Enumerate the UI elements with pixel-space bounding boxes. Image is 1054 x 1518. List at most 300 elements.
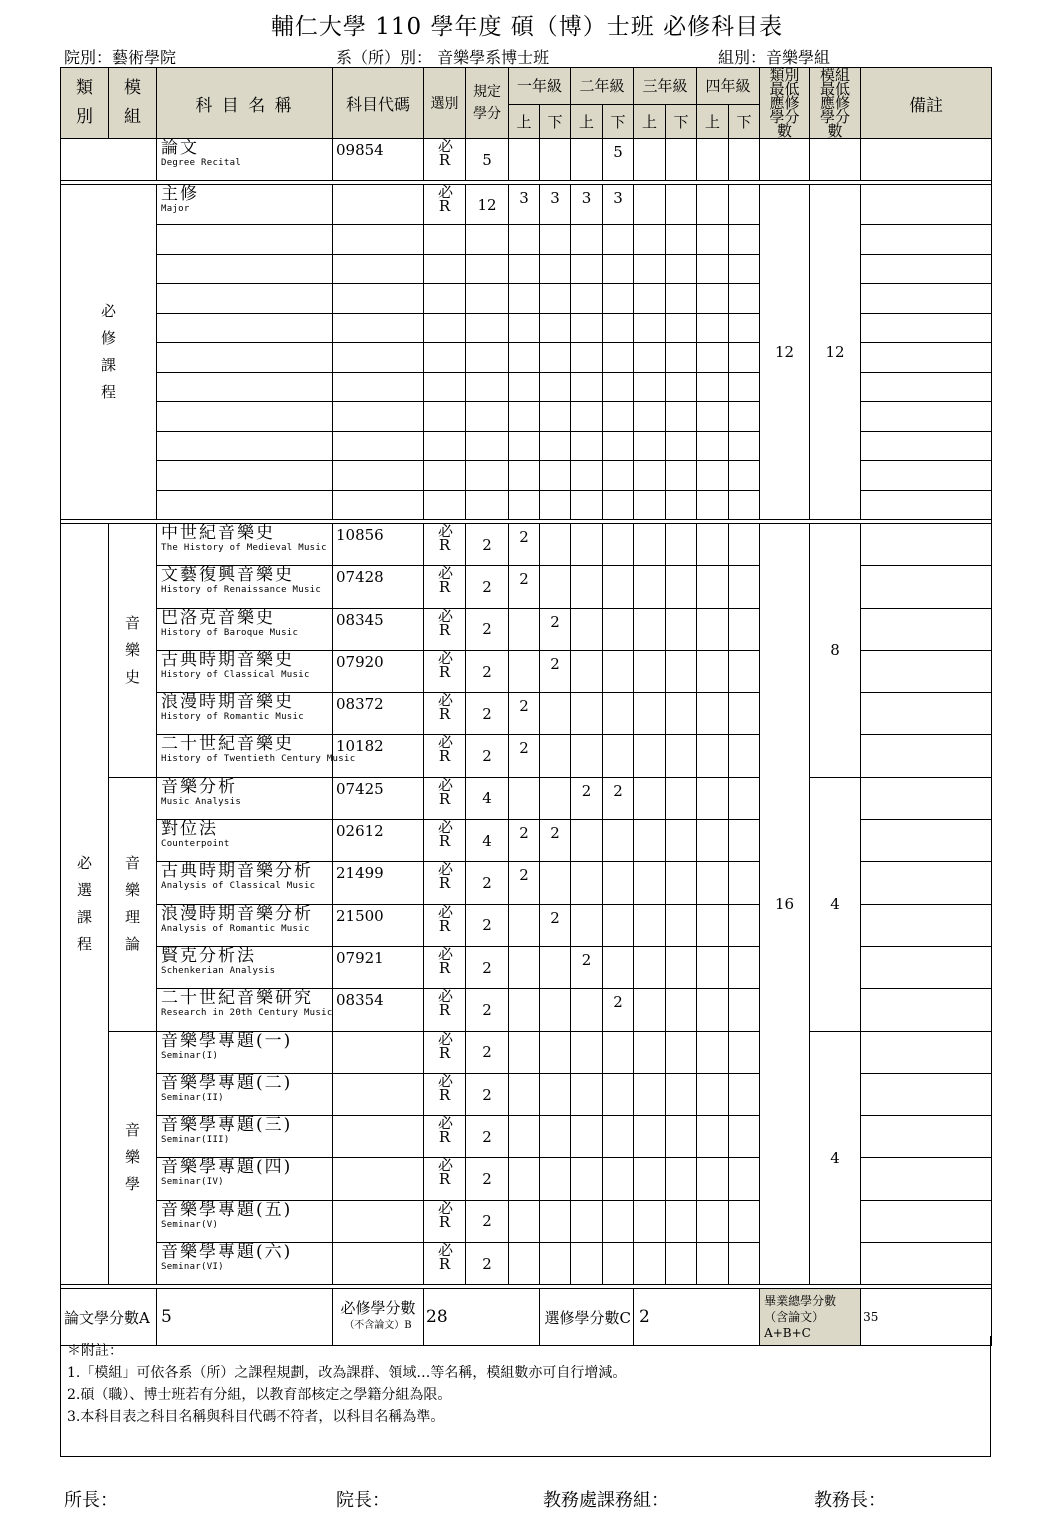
course-name-zh: 二十世紀音樂研究 [161, 988, 313, 1009]
selection-text: 必R [438, 1241, 454, 1274]
course-name-en: History of Romantic Music [161, 712, 304, 723]
empty-cell [634, 461, 666, 491]
remarks-cell [861, 284, 992, 314]
course-credits: 2 [466, 650, 509, 692]
selection-text: 必R [438, 775, 454, 808]
semester-credit [603, 608, 634, 650]
semester-credit [571, 650, 603, 692]
course-name-cell [157, 820, 333, 862]
header-semester-lower: 下 [729, 104, 760, 138]
course-code [333, 1200, 424, 1242]
header-selection: 選別 [424, 68, 466, 139]
empty-cell [697, 313, 729, 343]
empty-cell [333, 284, 424, 314]
course-name-cell [157, 904, 333, 946]
selection-text: 必R [438, 1198, 454, 1231]
course-name-cell [157, 777, 333, 819]
semester-credit [571, 1073, 603, 1115]
empty-cell [466, 372, 509, 402]
course-name-zh: 浪漫時期音樂分析 [161, 903, 313, 924]
semester-credit: 2 [603, 989, 634, 1031]
course-code: 08372 [333, 693, 424, 735]
semester-credit [666, 904, 697, 946]
semester-credit [540, 989, 571, 1031]
remarks-cell [861, 946, 992, 988]
semester-credit [666, 1073, 697, 1115]
semester-credit [603, 904, 634, 946]
course-name-zh: 對位法 [161, 819, 218, 840]
empty-cell [729, 490, 760, 520]
empty-cell [603, 461, 634, 491]
remarks-cell [861, 524, 992, 566]
empty-cell [697, 461, 729, 491]
semester-credit [697, 185, 729, 225]
course-selection [424, 946, 466, 988]
course-name-en: The History of Medieval Music [161, 543, 327, 553]
empty-cell [571, 431, 603, 461]
required-module-min: 12 [810, 185, 861, 520]
semester-credit [729, 1158, 760, 1200]
course-name-cell [157, 1158, 333, 1200]
semester-credit [540, 1243, 571, 1285]
empty-cell [424, 402, 466, 432]
empty-cell [509, 402, 540, 432]
semester-credit: 2 [509, 566, 540, 608]
semester-credit [603, 946, 634, 988]
course-credits: 12 [466, 185, 509, 225]
semester-credit [666, 862, 697, 904]
course-name-zh: 音樂分析 [161, 776, 237, 797]
empty-cell [424, 225, 466, 255]
semester-credit [666, 777, 697, 819]
empty-cell [424, 461, 466, 491]
semester-credit [603, 524, 634, 566]
empty-cell [666, 284, 697, 314]
semester-credit [697, 1200, 729, 1242]
header-year2: 二年級 [571, 68, 634, 105]
remarks-cell [861, 693, 992, 735]
empty-cell [157, 431, 333, 461]
selection-text: 必R [438, 1114, 454, 1147]
semester-credit [729, 946, 760, 988]
empty-cell [697, 284, 729, 314]
course-selection [424, 1073, 466, 1115]
header-semester-upper: 上 [509, 104, 540, 138]
semester-credit [634, 946, 666, 988]
semester-credit [540, 862, 571, 904]
course-name-cell [157, 524, 333, 566]
semester-credit [634, 139, 666, 181]
semester-credit [697, 735, 729, 777]
semester-credit: 2 [509, 735, 540, 777]
empty-cell [333, 372, 424, 402]
course-code [333, 1243, 424, 1285]
empty-cell [634, 225, 666, 255]
semester-credit [666, 989, 697, 1031]
semester-credit [509, 989, 540, 1031]
course-name-cell [157, 734, 356, 777]
remarks-cell [861, 904, 992, 946]
thesis-mod-min-blank [810, 139, 861, 181]
empty-cell [603, 372, 634, 402]
semester-credit [540, 1073, 571, 1115]
empty-cell [729, 313, 760, 343]
required-category-text: 必修課程 [100, 302, 116, 401]
required-category [61, 185, 157, 520]
document-title: 輔仁大學 110 學年度 碩（博）士班 必修科目表 [270, 14, 784, 40]
empty-cell [540, 225, 571, 255]
empty-cell [466, 225, 509, 255]
empty-cell [540, 402, 571, 432]
selection-text: 必R [438, 606, 454, 639]
selection-text: 必R [438, 1029, 454, 1062]
empty-cell [157, 461, 333, 491]
empty-cell [466, 343, 509, 373]
course-credits: 2 [466, 1031, 509, 1073]
semester-credit [634, 820, 666, 862]
required-credits-note: （不含論文）B [344, 1320, 412, 1332]
thesis-cat-min-blank [760, 139, 810, 181]
empty-cell [509, 461, 540, 491]
empty-cell [571, 254, 603, 284]
semester-credit [729, 1200, 760, 1242]
empty-cell [697, 372, 729, 402]
semester-credit: 5 [603, 139, 634, 181]
empty-cell [509, 313, 540, 343]
empty-cell [424, 284, 466, 314]
course-name-en: Music Analysis [161, 796, 242, 807]
semester-credit [634, 524, 666, 566]
semester-credit [729, 777, 760, 819]
remarks-cell [861, 1200, 992, 1242]
empty-cell [697, 402, 729, 432]
course-credits: 2 [466, 608, 509, 650]
empty-cell [571, 490, 603, 520]
semester-credit [697, 777, 729, 819]
semester-credit [729, 1073, 760, 1115]
notes-title: ＊附註： [67, 1343, 123, 1359]
course-name-en: Seminar(III) [161, 1135, 230, 1146]
empty-cell [509, 254, 540, 284]
remarks-cell [861, 989, 992, 1031]
empty-cell [666, 431, 697, 461]
college-label: 院別：藝術學院 [64, 48, 177, 67]
semester-credit [729, 185, 760, 225]
remarks-cell [861, 431, 992, 461]
semester-credit: 3 [509, 185, 540, 225]
course-name-cell [157, 862, 333, 904]
course-name-zh: 音樂學專題(一) [161, 1030, 293, 1051]
empty-cell [466, 254, 509, 284]
empty-cell [729, 284, 760, 314]
semester-credit: 3 [603, 185, 634, 225]
semester-credit [697, 566, 729, 608]
remarks-cell [861, 254, 992, 284]
module-min: 4 [810, 777, 861, 1031]
empty-cell [540, 313, 571, 343]
course-credits: 4 [466, 777, 509, 819]
semester-credit [666, 1200, 697, 1242]
header-year3: 三年級 [634, 68, 697, 105]
empty-cell [333, 490, 424, 520]
course-selection [424, 1158, 466, 1200]
semester-credit [666, 185, 697, 225]
empty-cell [634, 254, 666, 284]
course-name-zh: 賢克分析法 [161, 945, 256, 966]
empty-cell [157, 372, 333, 402]
course-name-en: Analysis of Romantic Music [161, 923, 310, 934]
header-module-min: 模組最低應修學分數 [810, 68, 861, 139]
semester-credit [603, 650, 634, 692]
header-category-min: 類別最低應修學分數 [760, 68, 810, 139]
semester-credit [540, 524, 571, 566]
selection-text: 必R [438, 987, 454, 1020]
remarks-cell [861, 185, 992, 225]
empty-cell [697, 343, 729, 373]
course-credits: 2 [466, 946, 509, 988]
semester-credit [634, 1116, 666, 1158]
semester-credit [697, 139, 729, 181]
semester-credit [603, 693, 634, 735]
empty-cell [157, 402, 333, 432]
remarks-cell [861, 650, 992, 692]
empty-cell [157, 343, 333, 373]
empty-cell [571, 225, 603, 255]
table-row [61, 777, 992, 819]
empty-cell [540, 284, 571, 314]
empty-cell [571, 461, 603, 491]
semester-credit [729, 820, 760, 862]
header-semester-lower: 下 [540, 104, 571, 138]
course-code: 21499 [333, 862, 424, 904]
semester-credit [509, 1158, 540, 1200]
semester-credit [603, 735, 634, 777]
course-name-zh: 二十世紀音樂史 [161, 734, 294, 755]
semester-credit: 2 [571, 777, 603, 819]
thesis-credits-label: 論文學分數A [61, 1289, 157, 1346]
empty-cell [333, 431, 424, 461]
note-item: 2.碩（職）、博士班若有分組，以教育部核定之學籍分組為限。 [67, 1387, 452, 1403]
course-name-cell [157, 566, 333, 608]
semester-credit [603, 1158, 634, 1200]
empty-cell [466, 402, 509, 432]
empty-cell [729, 343, 760, 373]
course-credits: 2 [466, 1243, 509, 1285]
semester-credit [509, 1073, 540, 1115]
empty-cell [729, 225, 760, 255]
empty-cell [157, 225, 333, 255]
semester-credit [540, 139, 571, 181]
remarks-cell [861, 402, 992, 432]
semester-credit [697, 1031, 729, 1073]
empty-cell [540, 490, 571, 520]
selection-text: 必R [438, 733, 454, 766]
course-name-cell [157, 1200, 333, 1242]
semester-credit [634, 735, 666, 777]
selection-text: 必R [438, 1156, 454, 1189]
semester-credit [603, 1243, 634, 1285]
empty-cell [634, 343, 666, 373]
signature-curriculum: 教務處課務組： [543, 1490, 669, 1511]
semester-credit [634, 608, 666, 650]
course-name-cell [157, 139, 333, 181]
semester-credit [540, 1031, 571, 1073]
empty-cell [571, 284, 603, 314]
course-selection [424, 989, 466, 1031]
course-selection [424, 693, 466, 735]
required-credits-value: 28 [424, 1289, 540, 1346]
semester-credit [634, 566, 666, 608]
course-name-cell [157, 1243, 333, 1285]
module-name [109, 1031, 157, 1285]
empty-cell [466, 313, 509, 343]
semester-credit [697, 862, 729, 904]
semester-credit: 2 [540, 608, 571, 650]
remarks-cell [861, 862, 992, 904]
semester-credit: 2 [540, 820, 571, 862]
empty-cell [540, 343, 571, 373]
empty-cell [603, 313, 634, 343]
course-name-cell [157, 608, 333, 650]
course-name-zh: 古典時期音樂分析 [161, 861, 313, 882]
course-name-zh: 中世紀音樂史 [161, 523, 275, 543]
semester-credit [571, 1200, 603, 1242]
course-selection [424, 1031, 466, 1073]
note-item: 3.本科目表之科目名稱與科目代碼不符者，以科目名稱為準。 [67, 1409, 445, 1425]
course-code [333, 1158, 424, 1200]
semester-credit [634, 862, 666, 904]
semester-credit [729, 1031, 760, 1073]
remarks-cell [861, 820, 992, 862]
semester-credit [571, 862, 603, 904]
header-remarks: 備註 [861, 68, 992, 139]
empty-cell [697, 225, 729, 255]
empty-cell [466, 461, 509, 491]
semester-credit [571, 735, 603, 777]
semester-credit: 3 [540, 185, 571, 225]
course-code: 10856 [333, 524, 424, 566]
course-name-cell [157, 989, 333, 1031]
semester-credit: 2 [540, 904, 571, 946]
course-code: 02612 [333, 820, 424, 862]
course-credits: 2 [466, 904, 509, 946]
course-code: 10182 [333, 735, 424, 777]
semester-credit [666, 1158, 697, 1200]
course-name-en: History of Baroque Music [161, 627, 299, 638]
course-name-en: History of Renaissance Music [161, 585, 322, 596]
header-semester-lower: 下 [603, 104, 634, 138]
empty-cell [571, 372, 603, 402]
signature-director: 所長： [64, 1490, 118, 1511]
semester-credit [666, 1243, 697, 1285]
course-credits: 2 [466, 989, 509, 1031]
semester-credit [603, 566, 634, 608]
semester-credit [634, 1243, 666, 1285]
course-name-cell [157, 1073, 333, 1115]
header-credits: 規定學分 [466, 68, 509, 139]
empty-cell [729, 461, 760, 491]
semester-credit [697, 820, 729, 862]
course-name-zh: 古典時期音樂史 [161, 649, 294, 670]
course-name-zh: 浪漫時期音樂史 [161, 692, 294, 713]
empty-cell [603, 225, 634, 255]
course-code: 07425 [333, 777, 424, 819]
course-name-cell [157, 1031, 333, 1073]
selection-text: 必R [438, 944, 454, 977]
course-name-zh: 文藝復興音樂史 [161, 565, 294, 586]
semester-credit [697, 1158, 729, 1200]
remarks-cell [861, 1116, 992, 1158]
empty-cell [424, 254, 466, 284]
course-code: 07428 [333, 566, 424, 608]
course-selection [424, 820, 466, 862]
empty-cell [509, 284, 540, 314]
empty-cell [540, 431, 571, 461]
course-selection [424, 524, 466, 566]
selection-text: 必R [438, 902, 454, 935]
signature-dean: 院長： [336, 1490, 390, 1511]
empty-cell [697, 254, 729, 284]
semester-credit: 2 [509, 820, 540, 862]
course-credits: 2 [466, 862, 509, 904]
semester-credit [666, 693, 697, 735]
empty-cell [157, 490, 333, 520]
empty-cell [603, 431, 634, 461]
course-code: 08345 [333, 608, 424, 650]
course-credits: 2 [466, 693, 509, 735]
semester-credit [634, 1200, 666, 1242]
course-name-en: Major [161, 204, 190, 214]
course-name-zh: 音樂學專題(六) [161, 1242, 293, 1263]
course-credits: 2 [466, 1158, 509, 1200]
empty-cell [509, 490, 540, 520]
semester-credit [634, 1158, 666, 1200]
semester-credit [509, 777, 540, 819]
semester-credit [540, 566, 571, 608]
semester-credit [697, 524, 729, 566]
empty-cell [603, 402, 634, 432]
semester-credit [540, 735, 571, 777]
required-credits-label-text: 必修學分數 [340, 1299, 416, 1318]
semester-credit [540, 1200, 571, 1242]
note-item: 1.「模組」可依各系（所）之課程規劃，改為課群、領域…等名稱，模組數亦可自行增減。 [67, 1365, 627, 1381]
remarks-cell [861, 1073, 992, 1115]
course-name-zh: 音樂學專題(三) [161, 1115, 293, 1136]
course-name-zh: 巴洛克音樂史 [161, 607, 275, 628]
empty-cell [697, 431, 729, 461]
total-credits-note: （含論文） [764, 1310, 825, 1325]
semester-credit [634, 1031, 666, 1073]
semester-credit [729, 566, 760, 608]
course-name-en: Counterpoint [161, 839, 230, 850]
header-semester-upper: 上 [697, 104, 729, 138]
remarks-cell [861, 566, 992, 608]
course-code: 07920 [333, 650, 424, 692]
header-semester-upper: 上 [634, 104, 666, 138]
semester-credit: 2 [509, 524, 540, 566]
empty-cell [634, 431, 666, 461]
elective-credits-label: 選修學分數C [540, 1289, 634, 1346]
semester-credit [666, 566, 697, 608]
semester-credit [697, 1243, 729, 1285]
course-selection [424, 1116, 466, 1158]
semester-credit [571, 989, 603, 1031]
semester-credit [697, 989, 729, 1031]
semester-credit [697, 608, 729, 650]
semester-credit [697, 946, 729, 988]
semester-credit [603, 1031, 634, 1073]
empty-cell [697, 490, 729, 520]
